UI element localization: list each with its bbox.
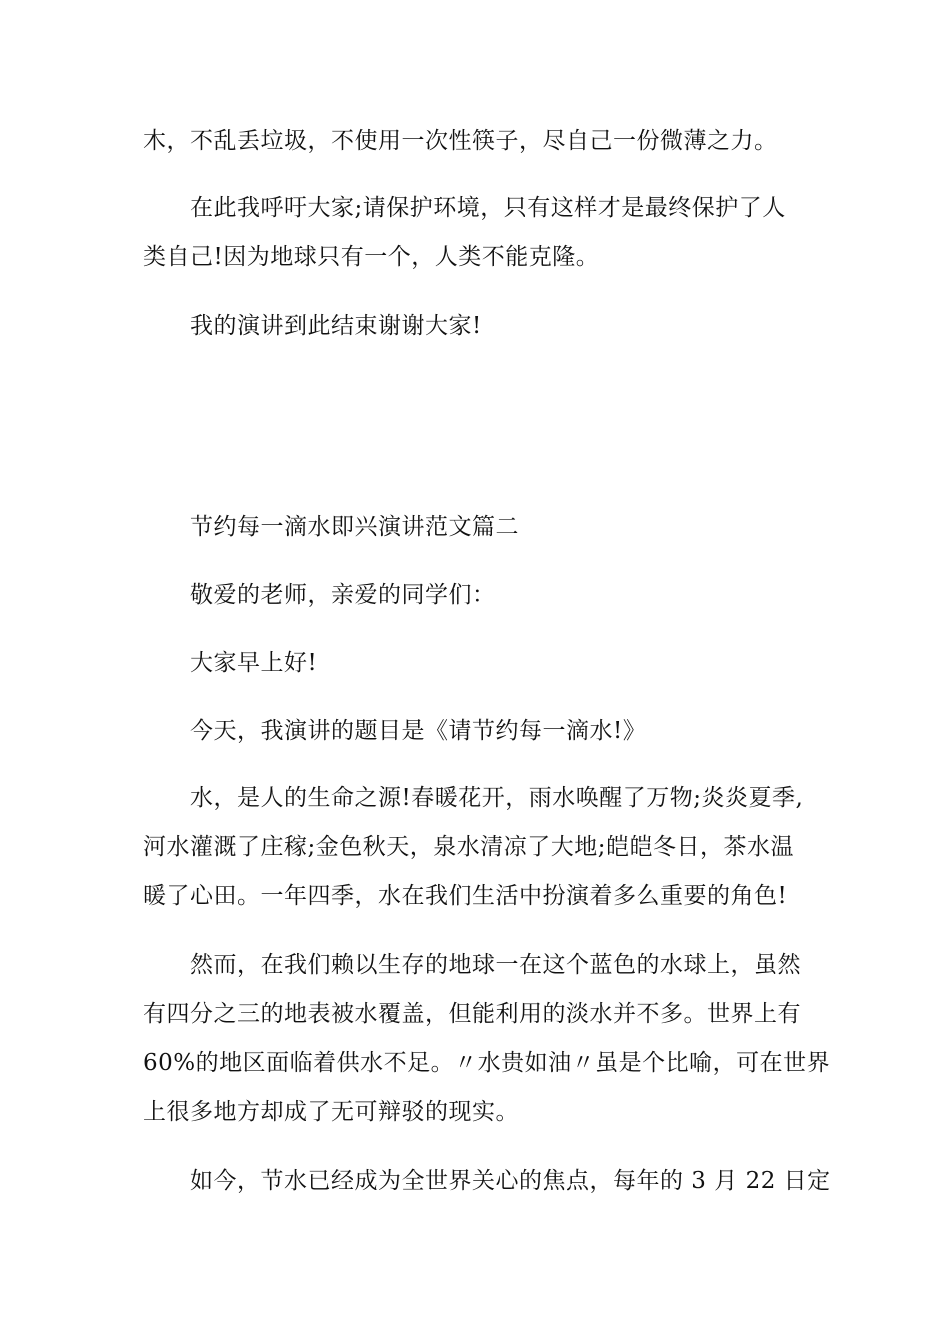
section-title: 节约每一滴水即兴演讲范文篇二 bbox=[190, 514, 519, 540]
paragraph-line: 木，不乱丢垃圾，不使用一次性筷子，尽自己一份微薄之力。 bbox=[143, 128, 778, 154]
paragraph-line: 我的演讲到此结束谢谢大家! bbox=[190, 313, 482, 339]
greeting: 大家早上好! bbox=[190, 650, 318, 676]
paragraph-line: 上很多地方却成了无可辩驳的现实。 bbox=[143, 1099, 519, 1125]
salutation: 敬爱的老师，亲爱的同学们： bbox=[190, 582, 496, 608]
paragraph-line: 然而，在我们赖以生存的地球一在这个蓝色的水球上，虽然 bbox=[190, 952, 801, 978]
paragraph-line: 如今，节水已经成为全世界关心的焦点，每年的 3 月 22 日定 bbox=[190, 1168, 831, 1194]
paragraph-line: 水，是人的生命之源!春暖花开，雨水唤醒了万物;炎炎夏季, bbox=[190, 785, 804, 811]
paragraph-line: 有四分之三的地表被水覆盖，但能利用的淡水并不多。世界上有 bbox=[143, 1001, 801, 1027]
paragraph-line: 暖了心田。一年四季，水在我们生活中扮演着多么重要的角色! bbox=[143, 883, 788, 909]
paragraph-line: 河水灌溉了庄稼;金色秋天，泉水清凉了大地;皑皑冬日，茶水温 bbox=[143, 834, 794, 860]
paragraph-line: 今天，我演讲的题目是《请节约每一滴水!》 bbox=[190, 718, 647, 744]
paragraph-line: 在此我呼吁大家;请保护环境，只有这样才是最终保护了人 bbox=[190, 195, 786, 221]
paragraph-line: 60%的地区面临着供水不足。〃水贵如油〃虽是个比喻，可在世界 bbox=[143, 1050, 831, 1076]
paragraph-line: 类自己!因为地球只有一个，人类不能克隆。 bbox=[143, 244, 600, 270]
